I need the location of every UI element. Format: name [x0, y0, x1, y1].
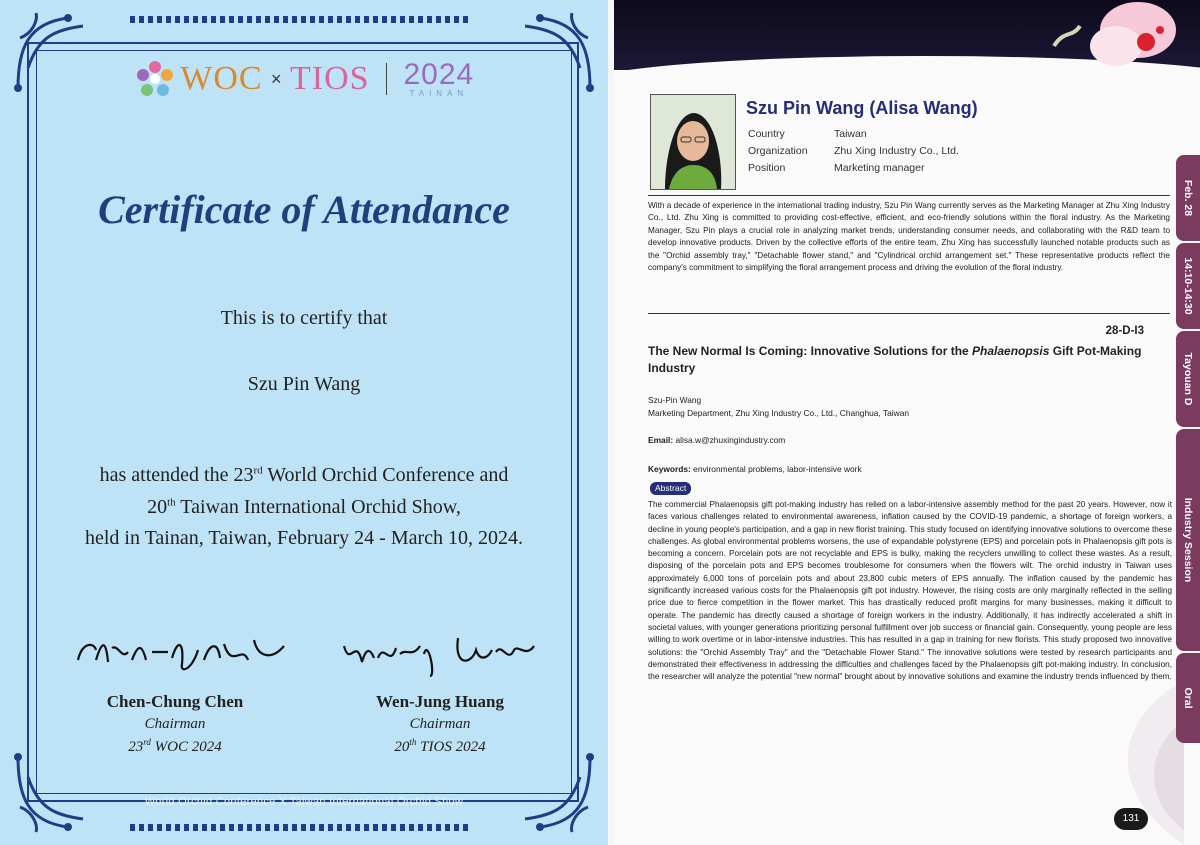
talk-title-a: The New Normal Is Coming: Innovative Solutions for the	[648, 344, 973, 358]
session-code: 28-D-I3	[1105, 325, 1144, 337]
signatory-2-event	[340, 737, 540, 756]
signature-huang	[340, 628, 540, 680]
signatory-1-event-sup: rd	[143, 737, 151, 747]
tab-date-label: Feb. 28	[1182, 179, 1194, 217]
abstract-badge: Abstract	[650, 482, 691, 495]
signatory-1-event-a: 23	[128, 739, 144, 755]
orchid-logo-icon	[134, 58, 176, 100]
bottom-dotted-border	[130, 824, 470, 831]
signatory-2-event-sup: th	[409, 737, 417, 747]
tab-format	[1176, 653, 1200, 743]
logo-times: ×	[271, 68, 282, 89]
page-number: 131	[1114, 808, 1148, 830]
email-label: Email:	[648, 435, 674, 445]
attendance-line-2-b: Taiwan International Orchid Show,	[175, 496, 461, 518]
bio-top-rule	[648, 195, 1170, 196]
attendance-line-1-sup: rd	[253, 464, 263, 477]
logo-divider	[386, 63, 387, 95]
signatory-2-role: Chairman	[409, 716, 471, 732]
recipient-name: Szu Pin Wang	[247, 373, 361, 395]
attendance-line-2	[0, 496, 608, 519]
signatory-1-event	[80, 737, 270, 756]
bio-bottom-rule	[648, 313, 1170, 314]
talk-title-b: Gift Pot-Making Industry	[648, 344, 1142, 375]
signature-chen	[72, 630, 292, 680]
program-page	[614, 0, 1200, 845]
speaker-photo	[650, 94, 736, 190]
tab-session-label: Industry Session	[1182, 497, 1194, 583]
top-dotted-border	[130, 16, 470, 23]
certificate-title: Certificate of Attendance	[98, 187, 510, 232]
logo-year-block	[403, 60, 474, 98]
attendance-line-1-a: has attended the 23	[99, 464, 254, 486]
speaker-bio: With a decade of experience in the international trading industry, Szu Pin Wang currently serves as the Marketing Manager at Zhu Xing Industry Co., Ltd. Zhu Xing is committed to providing cost-effective, efficient, and eco-friendly solutions within the floral industry. As the Marketing Manager, Szu Pin plays a crucial role in analyzing market trends, understanding consumer needs, and collaborating with the R&D team to develop innovative products. Driven by the collective efforts of the entire team, Zhu Xing has successfully launched notable products such as the "Orchid assembly tray," "Detachable flower stand," and "Cylindrical orchid arrangement set." These representative products reflect the company's commitment to simplifying the floral arrangement process and driving the evolution of the floral industry.	[648, 201, 1170, 273]
keywords-value: environmental problems, labor-intensive work	[693, 464, 862, 474]
certificate-footer: World Orchid Conference X Taiwan International Orchid Show	[144, 796, 464, 808]
keywords-line	[648, 464, 862, 474]
speaker-name: Szu Pin Wang (Alisa Wang)	[746, 98, 978, 118]
logo-year: 2024	[403, 58, 475, 91]
signatory-2-event-b: TIOS 2024	[416, 739, 486, 755]
speaker-portrait-icon	[651, 95, 735, 189]
signatory-1-event-b: WOC 2024	[150, 739, 222, 755]
position-label: Position	[748, 162, 786, 174]
talk-title-italic: Phalaenopsis	[972, 344, 1050, 358]
logo-tios: TIOS	[289, 60, 370, 97]
tab-session	[1176, 429, 1200, 651]
logo-woc: WOC	[180, 60, 263, 97]
tab-time-label: 14:10-14:30	[1182, 257, 1194, 315]
event-logo	[0, 58, 608, 100]
attendance-line-2-a: 20	[147, 496, 168, 518]
signatory-2-name: Wen-Jung Huang	[375, 692, 504, 711]
position-value: Marketing manager	[834, 162, 925, 174]
attendance-line-1-b: World Orchid Conference and	[262, 464, 509, 486]
signatory-1-name: Chen-Chung Chen	[106, 692, 244, 711]
tab-room	[1176, 331, 1200, 427]
attendance-line-3: held in Tainan, Taiwan, February 24 - March 10, 2024.	[84, 527, 524, 549]
tab-format-label: Oral	[1182, 687, 1194, 709]
email-value: alisa.w@zhuxingindustry.com	[675, 435, 786, 445]
flourish-bottom-right-icon	[510, 747, 600, 837]
country-value: Taiwan	[834, 128, 867, 140]
author-name: Szu-Pin Wang	[648, 395, 702, 405]
attendance-line-1	[0, 464, 608, 487]
organization-label: Organization	[748, 145, 808, 157]
attendance-line-2-sup: th	[167, 496, 176, 509]
inner-frame	[36, 50, 572, 794]
flourish-bottom-left-icon	[8, 747, 98, 837]
tab-date	[1176, 155, 1200, 241]
tab-room-label: Tayouan D	[1182, 352, 1194, 406]
certify-line: This is to certify that	[220, 307, 388, 329]
abstract-text: The commercial Phalaenopsis gift pot-making industry has relied on a labor-intensive assembly method for the past 20 years. However, now it faces various challenges related to environmental awareness, inflation caused by the COVID-19 pandemic, a shortage of foreign workers, a decline in young people's participation, and a gap in new florist training. This study focused on identifying innovative solutions to overcome these challenges. As global environmental problems worsens, the use of expandable polystyrene (EPS) and porcelain pots in Phalaenopsis gift pots is becoming a concern. Porcelain pots are not recyclable and EPS is bulky, making the recyclers unwilling to collect these wastes. As a result, disposing of the porcelain pots and EPS becomes troublesome for consumers when the flowers wilt. The orchid industry in Taiwan uses approximately 6,000 tons of porcelain pots and about 23,800 cubic meters of EPS annually. The inflation caused by the pandemic has significantly increased various costs for the Phalaenopsis gift pot industry. However, the rising costs are only marginally reflected in the selling price due to fierce competition in the flower market. This has drastically reduced profit margins for many businesses, making it difficult to operate. The pandemic has directly caused a shortage of foreign workers in the industry. Additionally, it has indirectly accelerated a shift in societal values, with younger generations prioritizing personal fulfillment over job success or financial gain. Consequently, young people are less willing to work overtime or in labor-intensive industries. This has resulted in a gap in training for new florists. This study proposed two innovative solutions: the "Orchid Assembly Tray" and the "Detachable Flower Stand." The innovative solutions were tested by research participants and demonstrated their effectiveness in addressing the difficulties and challenges faced by the Phalaenopsis gift pot-making industry. In conclusion, the researcher will analyze the potential "new normal" brought about by innovative solutions and examine the industry trends influenced by them.	[648, 500, 1172, 682]
country-label: Country	[748, 128, 785, 140]
logo-city: TAINAN	[409, 89, 469, 98]
talk-title	[648, 343, 1148, 377]
author-affiliation: Marketing Department, Zhu Xing Industry Co., Ltd., Changhua, Taiwan	[648, 408, 910, 418]
signatory-2-event-a: 20	[394, 739, 410, 755]
keywords-label: Keywords:	[648, 464, 691, 474]
organization-value: Zhu Xing Industry Co., Ltd.	[834, 145, 959, 157]
tab-time	[1176, 243, 1200, 329]
orchid-flower-icon	[1050, 0, 1180, 80]
email-line	[648, 435, 785, 445]
signatory-1-role: Chairman	[144, 716, 206, 732]
